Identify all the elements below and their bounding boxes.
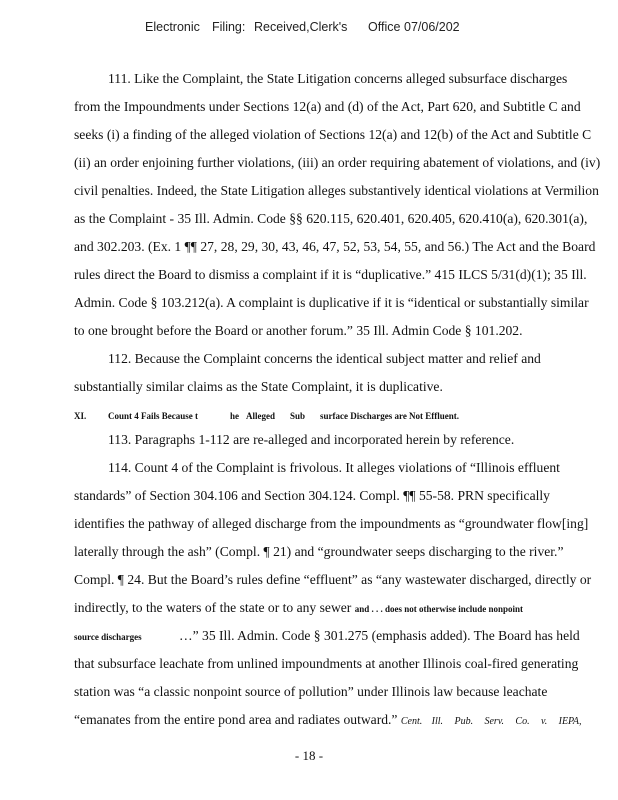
case-citation: Co. (515, 716, 530, 727)
section-heading-part: Sub (290, 411, 306, 421)
para-111-line: 111. Like the Complaint, the State Litigation concerns alleged subsurface discharges (108, 71, 568, 86)
para-112-line: substantially similar claims as the State Complaint, it is duplicative. (74, 379, 443, 394)
section-heading-part: Alleged (246, 411, 275, 421)
para-114-line: that subsurface leachate from unlined impoundments at another Illinois coal-fired generating (74, 656, 579, 671)
para-111-line: Admin. Code § 103.212(a). A complaint is duplicative if it is “identical or substantially similar (74, 295, 589, 310)
para-114-text: “emanates from the entire pond area and radiates outward.” (74, 712, 398, 727)
header-filing: Filing: (212, 20, 246, 34)
para-114-emphasis: and . . . does not otherwise include nonpoint (354, 604, 524, 614)
para-111-line: seeks (i) a finding of the alleged violation of Sections 12(a) and 12(b) of the Act and Subtitle C (74, 127, 592, 142)
para-111-line: civil penalties. Indeed, the State Litigation alleges substantively identical violations at Vermilion (74, 183, 599, 198)
header-electronic: Electronic (145, 20, 200, 34)
para-111-line: from the Impoundments under Sections 12(a) and (d) of the Act, Part 620, and Subtitle C and (74, 99, 581, 114)
section-heading-part: surface Discharges are Not Effluent. (320, 411, 460, 421)
para-114-line (74, 628, 580, 645)
header-received: Received,Clerk's (254, 20, 348, 34)
case-citation: Pub. (454, 716, 474, 727)
case-citation: IEPA, (558, 716, 582, 727)
para-114-line: laterally through the ash” (Compl. ¶ 21) and “groundwater seeps discharging to the river.” (74, 544, 564, 559)
case-citation: v. (541, 716, 548, 727)
para-112-line: 112. Because the Complaint concerns the identical subject matter and relief and (108, 351, 541, 366)
para-111-line: as the Complaint - 35 Ill. Admin. Code §§ 620.115, 620.401, 620.405, 620.410(a), 620.301(a), (74, 211, 588, 226)
header-office: Office (368, 20, 401, 34)
para-114-emphasis: source discharges (74, 632, 142, 642)
para-114-line: 114. Count 4 of the Complaint is frivolous. It alleges violations of “Illinois effluent (108, 460, 560, 475)
para-111-line: (ii) an order enjoining further violations, (iii) an order requiring abatement of violations, and (iv) (74, 155, 601, 170)
para-114-line: Compl. ¶ 24. But the Board’s rules define “effluent” as “any wastewater discharged, directly or (74, 572, 592, 587)
para-114-line: identifies the pathway of alleged discharge from the impoundments as “groundwater flow[ing] (74, 516, 589, 531)
case-citation: Ill. (431, 716, 444, 727)
section-heading-part: Count 4 Fails Because t (108, 411, 198, 421)
section-heading-part: he (230, 411, 239, 421)
para-114-line (74, 712, 581, 730)
para-114-line (74, 600, 523, 617)
para-114-line: station was “a classic nonpoint source of pollution” under Illinois law because leachate (74, 684, 548, 699)
case-citation: Serv. (484, 716, 505, 727)
para-111-line: and 302.203. (Ex. 1 ¶¶ 27, 28, 29, 30, 43, 46, 47, 52, 53, 54, 55, and 56.) The Act and the Board (74, 239, 596, 254)
case-citation: Cent. (400, 716, 423, 727)
para-114-text: …” 35 Ill. Admin. Code § 301.275 (emphasis added). The Board has held (179, 628, 580, 643)
para-111-line: rules direct the Board to dismiss a complaint if it is “duplicative.” 415 ILCS 5/31(d)(1); 35 Ill. (74, 267, 587, 282)
para-114-text: indirectly, to the waters of the state or to any sewer (74, 600, 352, 615)
filing-header (0, 20, 618, 36)
header-date: 07/06/202 (404, 20, 460, 34)
para-111-line: to one brought before the Board or another forum.” 35 Ill. Admin Code § 101.202. (74, 323, 523, 338)
para-114-line: standards” of Section 304.106 and Section 304.124. Compl. ¶¶ 55-58. PRN specifically (74, 488, 550, 503)
page-number: - 18 - (294, 748, 324, 763)
section-number: XI. (74, 411, 87, 421)
para-113-line: 113. Paragraphs 1-112 are re-alleged and incorporated herein by reference. (108, 432, 515, 447)
